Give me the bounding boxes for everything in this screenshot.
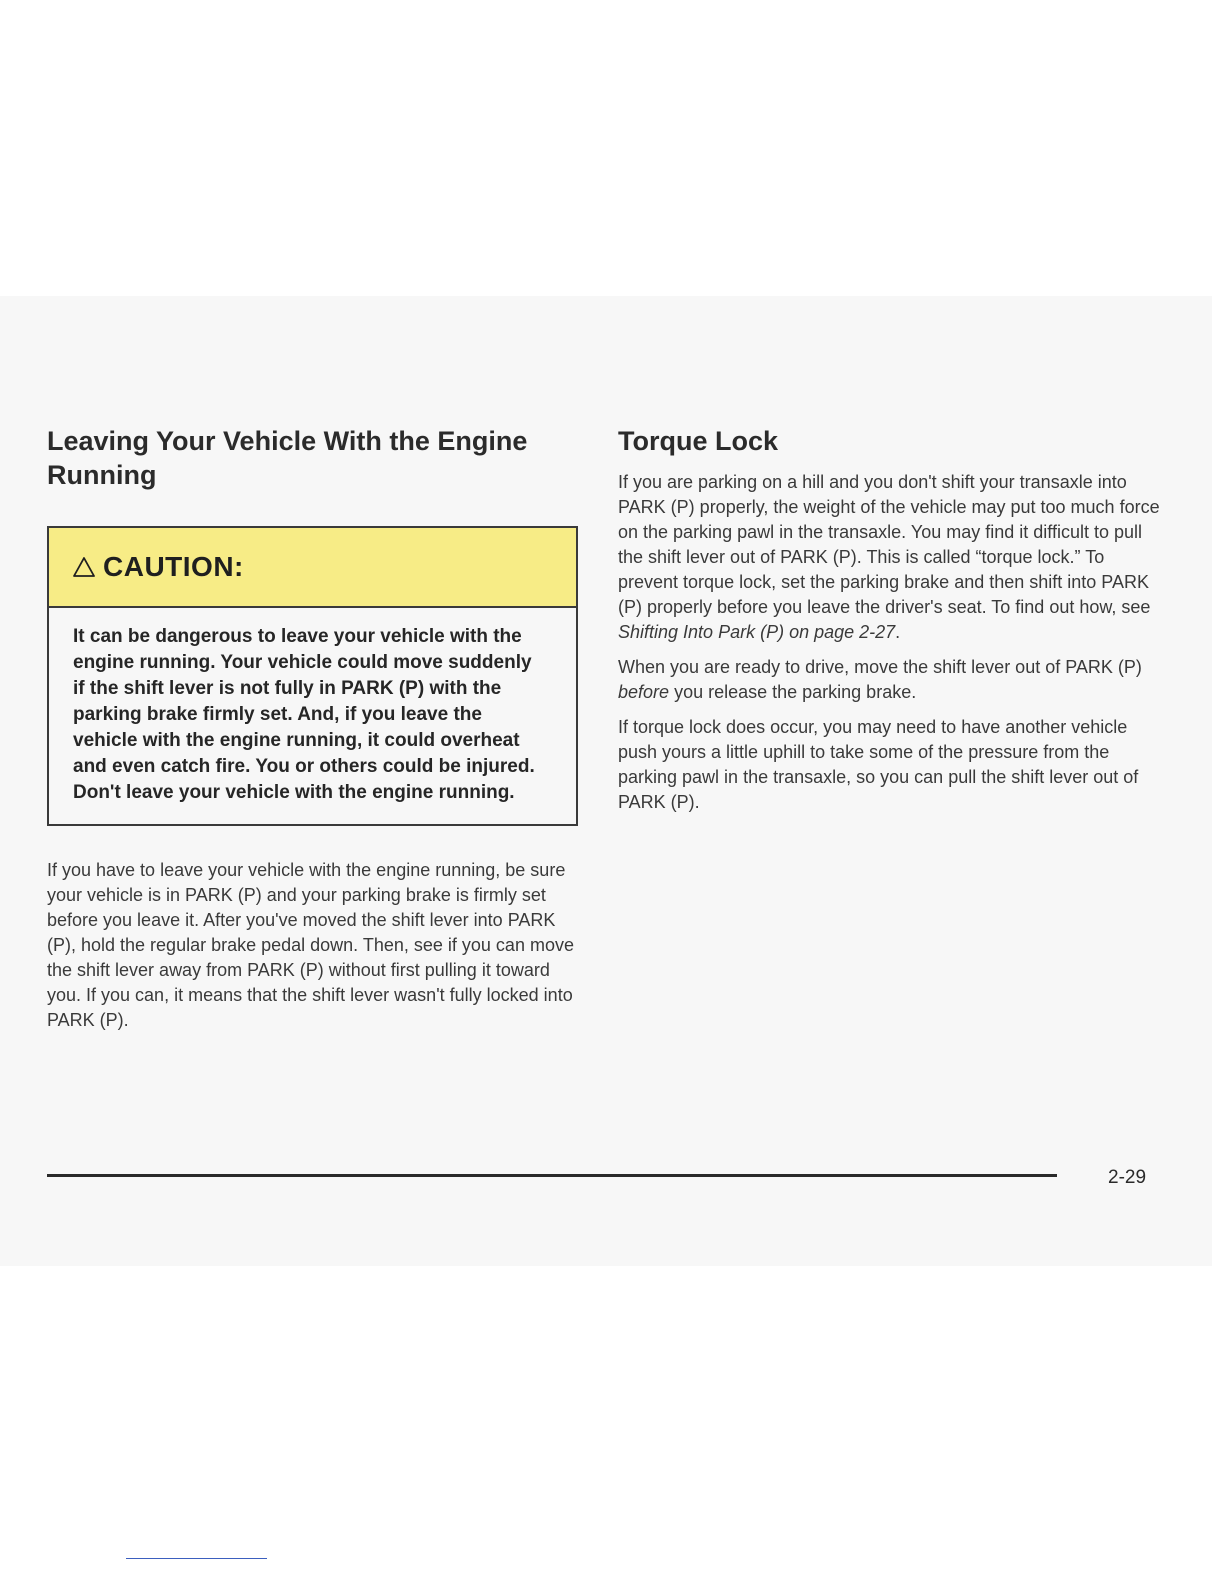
paragraph-2-start: When you are ready to drive, move the shift lever out of PARK (P) xyxy=(618,657,1142,677)
caution-box xyxy=(47,526,578,826)
cross-reference-link[interactable]: Shifting Into Park (P) on page 2-27 xyxy=(618,622,896,642)
bottom-divider xyxy=(126,1558,267,1559)
left-body-paragraph: If you have to leave your vehicle with the engine running, be sure your vehicle is in PARK (P) and your parking brake is firmly set before you leave it. After you've moved the shift lever into PARK (P), hold the regular brake pedal down. Then, see if you can move the shift lever away from PARK (P) without first pulling it toward you. If you can, it means that the shift lever wasn't fully locked into PARK (P). xyxy=(47,860,574,1030)
torque-lock-paragraph-3: If torque lock does occur, you may need to have another vehicle push yours a little uphill to take some of the pressure from the parking pawl in the transaxle, so you can pull the shift lever out of PARK (P). xyxy=(618,717,1139,812)
caution-header xyxy=(49,528,576,608)
paragraph-2-end: you release the parking brake. xyxy=(674,682,917,702)
section-title-leaving-vehicle: Leaving Your Vehicle With the Engine Running xyxy=(47,426,528,490)
caution-text: It can be dangerous to leave your vehicle with the engine running. Your vehicle could move suddenly if the shift lever is not fully in PARK (P) with the parking brake firmly set. And, if you leave the vehicle with the engine running, it could overheat and even catch fire. You or others could be injured. Don't leave your vehicle with the engine running. xyxy=(73,626,535,803)
section-title-torque-lock: Torque Lock xyxy=(618,426,779,456)
warning-triangle-icon xyxy=(73,557,95,577)
paragraph-2-emphasis: before xyxy=(618,682,670,702)
footer-rule xyxy=(47,1174,1057,1177)
paragraph-1-end: . xyxy=(895,622,901,642)
left-column xyxy=(47,424,582,1033)
torque-lock-paragraph-2 xyxy=(618,655,1163,705)
right-column xyxy=(618,424,1163,815)
paragraph-1-text: If you are parking on a hill and you don't shift your transaxle into PARK (P) properly, the weight of the vehicle may put too much force on the parking pawl in the transaxle. You may find it difficult to pull the shift lever out of PARK (P). This is called “torque lock.” To prevent torque lock, set the parking brake and then shift into PARK (P) properly before you leave the driver's seat. To find out how, see xyxy=(618,472,1160,617)
page-number: 2-29 xyxy=(1108,1167,1147,1188)
caution-label: CAUTION: xyxy=(103,551,244,582)
torque-lock-paragraph-1 xyxy=(618,470,1163,645)
